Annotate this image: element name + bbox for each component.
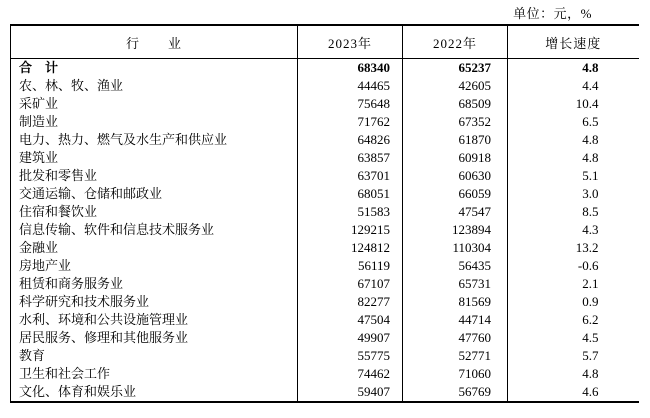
header-2023: 2023年 xyxy=(298,25,403,59)
value-2022-cell: 110304 xyxy=(403,239,508,257)
table-row xyxy=(11,167,639,185)
value-2022-cell: 123894 xyxy=(403,221,508,239)
growth-rate-cell: 2.1 xyxy=(508,275,639,293)
table-row xyxy=(11,113,639,131)
industry-cell: 制造业 xyxy=(19,114,59,129)
industry-cell: 采矿业 xyxy=(19,96,59,111)
growth-rate-cell: 8.5 xyxy=(508,203,639,221)
table-row xyxy=(11,275,639,293)
growth-rate-cell: 6.2 xyxy=(508,311,639,329)
value-2022-cell: 44714 xyxy=(403,311,508,329)
value-2023-cell: 51583 xyxy=(298,203,403,221)
industry-cell: 卫生和社会工作 xyxy=(19,366,111,381)
value-2022-cell: 47760 xyxy=(403,329,508,347)
table-row xyxy=(11,365,639,383)
table-row xyxy=(11,239,639,257)
value-2023-cell: 47504 xyxy=(298,311,403,329)
growth-rate-cell: -0.6 xyxy=(508,257,639,275)
table-row xyxy=(11,185,639,203)
growth-rate-cell: 4.6 xyxy=(508,383,639,402)
industry-cell: 租赁和商务服务业 xyxy=(19,276,124,291)
industry-cell: 文化、体育和娱乐业 xyxy=(19,384,137,399)
industry-cell: 金融业 xyxy=(19,240,59,255)
value-2023-cell: 63857 xyxy=(298,149,403,167)
industry-cell: 电力、热力、燃气及水生产和供应业 xyxy=(19,132,228,147)
table-row xyxy=(11,59,639,78)
growth-rate-cell: 4.8 xyxy=(508,59,639,78)
growth-rate-cell: 10.4 xyxy=(508,95,639,113)
table-row xyxy=(11,149,639,167)
industry-cell: 信息传输、软件和信息技术服务业 xyxy=(19,222,215,237)
growth-rate-cell: 4.3 xyxy=(508,221,639,239)
table-row xyxy=(11,329,639,347)
table-row xyxy=(11,131,639,149)
value-2023-cell: 82277 xyxy=(298,293,403,311)
wage-by-industry-table xyxy=(10,24,639,403)
value-2023-cell: 129215 xyxy=(298,221,403,239)
value-2023-cell: 63701 xyxy=(298,167,403,185)
industry-cell: 批发和零售业 xyxy=(19,168,98,183)
table-row xyxy=(11,311,639,329)
industry-cell: 水利、环境和公共设施管理业 xyxy=(19,312,189,327)
value-2023-cell: 55775 xyxy=(298,347,403,365)
value-2022-cell: 60630 xyxy=(403,167,508,185)
growth-rate-cell: 3.0 xyxy=(508,185,639,203)
industry-cell: 交通运输、仓储和邮政业 xyxy=(19,186,163,201)
value-2022-cell: 56435 xyxy=(403,257,508,275)
value-2023-cell: 68340 xyxy=(298,59,403,78)
unit-label: 单位：元，% xyxy=(513,6,592,21)
value-2022-cell: 42605 xyxy=(403,77,508,95)
value-2022-cell: 71060 xyxy=(403,365,508,383)
industry-cell: 居民服务、修理和其他服务业 xyxy=(19,330,189,345)
industry-cell: 合 计 xyxy=(19,60,59,75)
header-industry: 行 业 xyxy=(11,25,298,59)
value-2022-cell: 56769 xyxy=(403,383,508,402)
value-2022-cell: 66059 xyxy=(403,185,508,203)
value-2022-cell: 81569 xyxy=(403,293,508,311)
value-2022-cell: 68509 xyxy=(403,95,508,113)
industry-cell: 教育 xyxy=(19,348,46,363)
table-row xyxy=(11,95,639,113)
table-row xyxy=(11,221,639,239)
table-row xyxy=(11,383,639,402)
value-2023-cell: 124812 xyxy=(298,239,403,257)
table-row xyxy=(11,203,639,221)
table-row xyxy=(11,77,639,95)
value-2022-cell: 61870 xyxy=(403,131,508,149)
value-2022-cell: 65731 xyxy=(403,275,508,293)
growth-rate-cell: 5.1 xyxy=(508,167,639,185)
growth-rate-cell: 13.2 xyxy=(508,239,639,257)
value-2023-cell: 67107 xyxy=(298,275,403,293)
table-body xyxy=(11,59,639,403)
value-2023-cell: 44465 xyxy=(298,77,403,95)
header-growth: 增长速度 xyxy=(508,25,639,59)
header-row xyxy=(11,25,639,59)
growth-rate-cell: 4.4 xyxy=(508,77,639,95)
value-2023-cell: 49907 xyxy=(298,329,403,347)
growth-rate-cell: 4.8 xyxy=(508,149,639,167)
growth-rate-cell: 4.5 xyxy=(508,329,639,347)
table-row xyxy=(11,257,639,275)
table-row xyxy=(11,293,639,311)
table-header xyxy=(11,25,639,59)
value-2023-cell: 75648 xyxy=(298,95,403,113)
industry-cell: 农、林、牧、渔业 xyxy=(19,78,124,93)
value-2022-cell: 47547 xyxy=(403,203,508,221)
growth-rate-cell: 4.8 xyxy=(508,365,639,383)
growth-rate-cell: 6.5 xyxy=(508,113,639,131)
industry-cell: 科学研究和技术服务业 xyxy=(19,294,150,309)
header-2022: 2022年 xyxy=(403,25,508,59)
industry-cell: 住宿和餐饮业 xyxy=(19,204,98,219)
value-2023-cell: 68051 xyxy=(298,185,403,203)
value-2023-cell: 74462 xyxy=(298,365,403,383)
value-2023-cell: 64826 xyxy=(298,131,403,149)
growth-rate-cell: 4.8 xyxy=(508,131,639,149)
value-2023-cell: 71762 xyxy=(298,113,403,131)
value-2022-cell: 60918 xyxy=(403,149,508,167)
value-2022-cell: 65237 xyxy=(403,59,508,78)
industry-cell: 房地产业 xyxy=(19,258,72,273)
value-2023-cell: 56119 xyxy=(298,257,403,275)
value-2022-cell: 52771 xyxy=(403,347,508,365)
industry-cell: 建筑业 xyxy=(19,150,59,165)
value-2023-cell: 59407 xyxy=(298,383,403,402)
growth-rate-cell: 0.9 xyxy=(508,293,639,311)
value-2022-cell: 67352 xyxy=(403,113,508,131)
table-row xyxy=(11,347,639,365)
growth-rate-cell: 5.7 xyxy=(508,347,639,365)
